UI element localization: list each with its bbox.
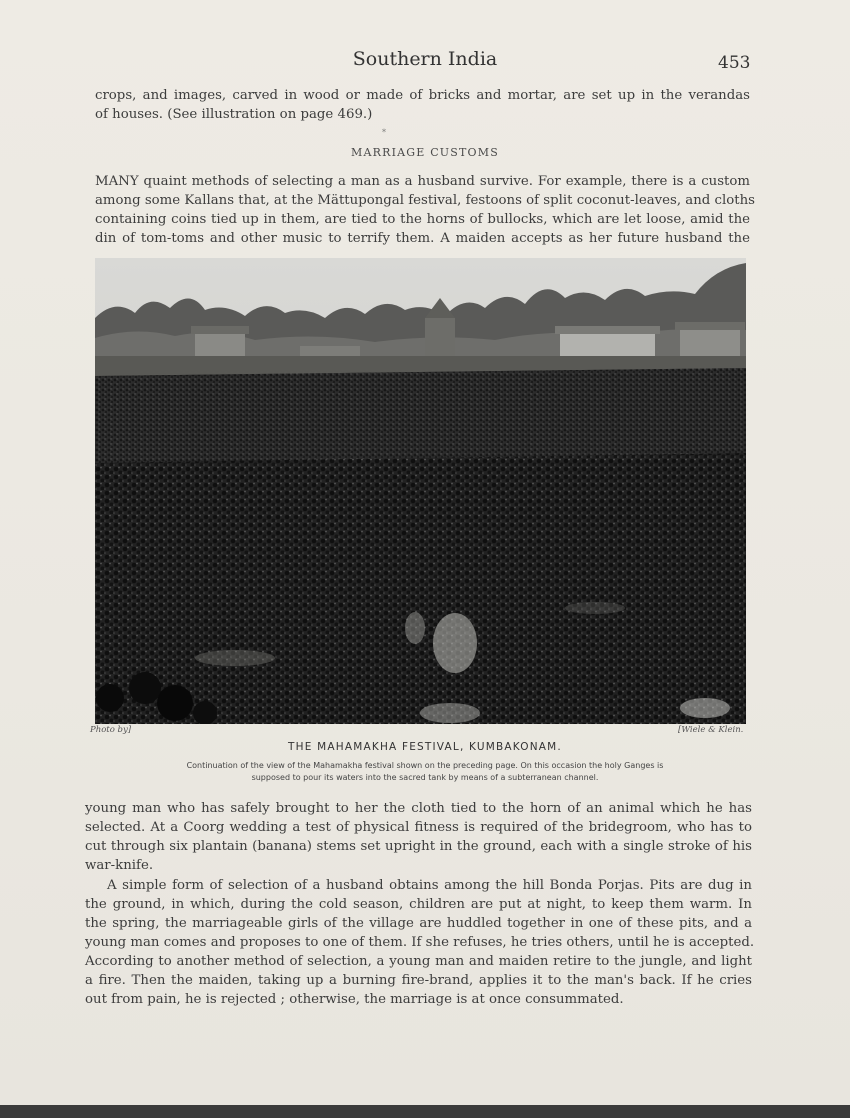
- photo-credit-left: Photo by]: [90, 725, 132, 735]
- text-line: among some Kallans that, at the Mättupongal festival, festoons of split coconut-leaves, and cloths: [95, 193, 755, 208]
- caption-line: supposed to pour its waters into the sacred tank by means of a subterranean channel.: [251, 773, 599, 782]
- text-line: MANY quaint methods of selecting a man as a husband survive. For example, there is a custom: [95, 174, 750, 189]
- text-line: out from pain, he is rejected ; otherwise, the marriage is at once consummated.: [85, 992, 624, 1007]
- text-line: young man comes and proposes to one of them. If she refuses, he tries others, until he is accepted.: [85, 935, 755, 950]
- festival-crowd-photo: [95, 258, 746, 724]
- caption-line: Continuation of the view of the Mahamakha festival shown on the preceding page. On this occasion the holy Ganges is: [186, 761, 664, 770]
- running-header-title: Southern India: [352, 48, 498, 70]
- text-line: din of tom-toms and other music to terrify them. A maiden accepts as her future husband the: [95, 231, 750, 246]
- photo-caption-text: [105, 760, 745, 784]
- text-line: war-knife.: [85, 858, 154, 873]
- text-line: of houses. (See illustration on page 469.): [95, 107, 373, 122]
- text-line: young man who has safely brought to her the cloth tied to the horn of an animal which he has: [85, 801, 752, 816]
- text-line: containing coins tied up in them, are tied to the horns of bullocks, which are let loose, amid the: [95, 212, 750, 227]
- text-line: A simple form of selection of a husband obtains among the hill Bonda Porjas. Pits are dug in: [107, 878, 752, 893]
- photo-caption-title: THE MAHAMAKHA FESTIVAL, KUMBAKONAM.: [288, 741, 562, 753]
- photo-credit-right: [Wiele & Klein.: [678, 725, 744, 735]
- section-mark: *: [382, 128, 386, 137]
- marriage-paragraph-3: [85, 876, 755, 1009]
- intro-paragraph: [95, 86, 750, 124]
- text-line: the ground, in which, during the cold season, children are put at night, to keep them warm. In: [85, 897, 752, 912]
- text-line: crops, and images, carved in wood or made of bricks and mortar, are set up in the verandas: [95, 88, 750, 103]
- page-number: 453: [718, 53, 751, 73]
- text-line: the spring, the marriageable girls of the village are huddled together in one of these pits, and a: [85, 916, 752, 931]
- section-heading: MARRIAGE CUSTOMS: [351, 146, 499, 159]
- marriage-paragraph-1: [95, 172, 755, 248]
- scan-edge-bar: [0, 1105, 850, 1118]
- text-line: selected. At a Coorg wedding a test of physical fitness is required of the bridegroom, who has to: [85, 820, 752, 835]
- text-line: According to another method of selection, a young man and maiden retire to the jungle, and light: [85, 954, 752, 969]
- marriage-paragraph-2: [85, 799, 752, 875]
- text-line: cut through six plantain (banana) stems set upright in the ground, each with a single stroke of his: [85, 839, 752, 854]
- text-line: a fire. Then the maiden, taking up a burning fire-brand, applies it to the man's back. If he cries: [85, 973, 752, 988]
